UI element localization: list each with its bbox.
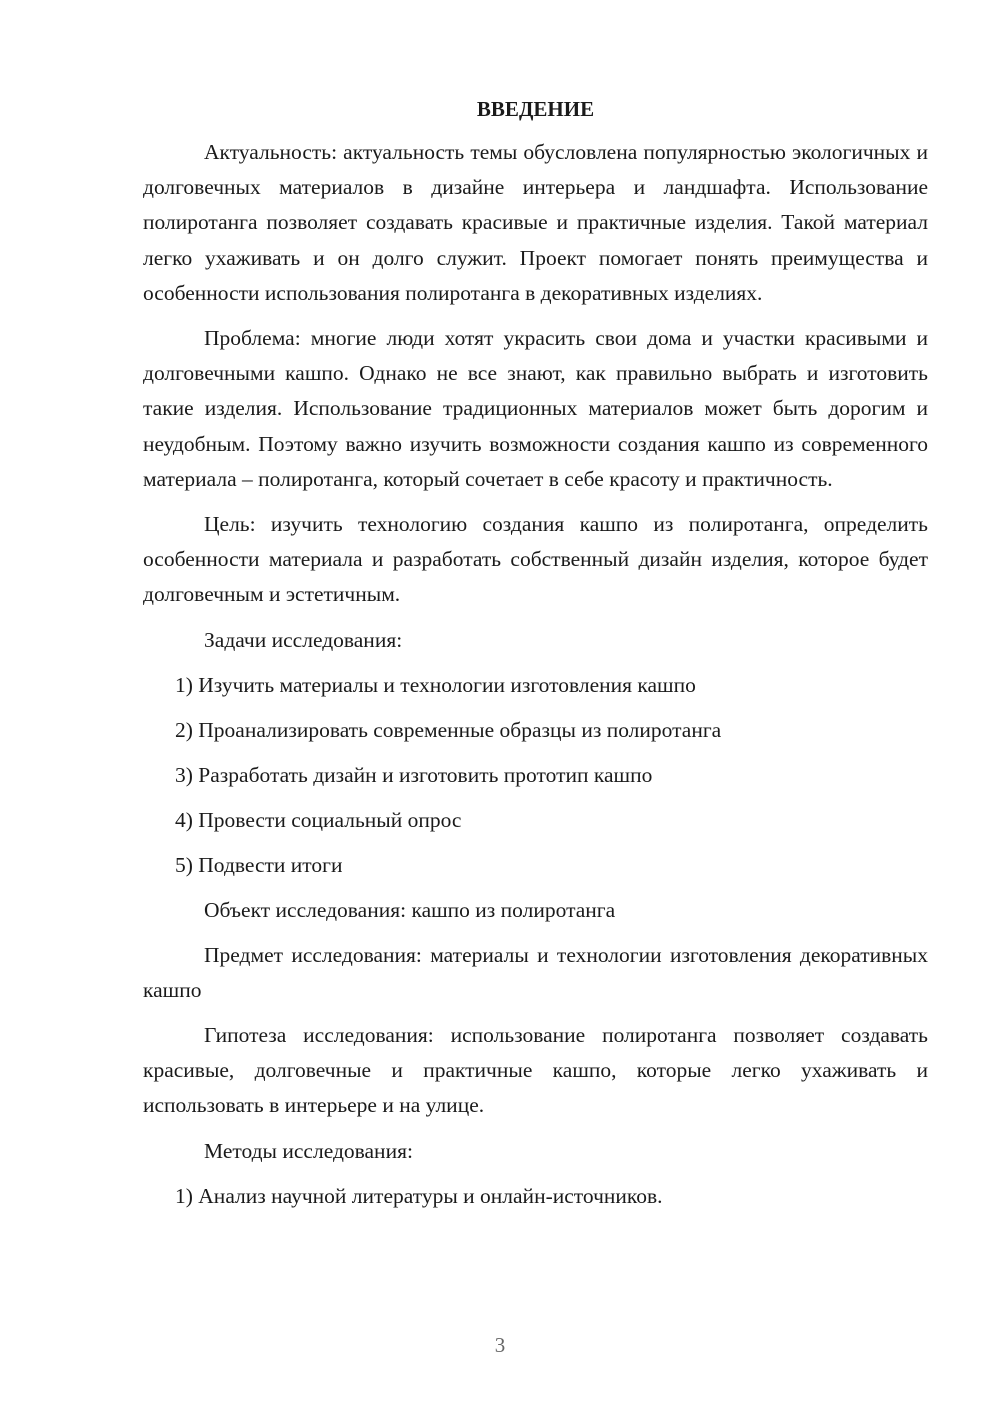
tasks-heading: Задачи исследования: — [204, 627, 403, 652]
list-item: 2) Проанализировать современные образцы из полиротанга — [175, 717, 722, 742]
document-page — [143, 92, 928, 1224]
list-item: 3) Разработать дизайн и изготовить прототип кашпо — [175, 762, 653, 787]
list-item: 4) Провести социальный опрос — [175, 807, 462, 832]
list-item: 1) Анализ научной литературы и онлайн-источников. — [175, 1183, 663, 1208]
paragraph-goal: Цель: изучить технологию создания кашпо из полиротанга, определить особенности материала и разработать собственный дизайн изделия, которое будет долговечным и эстетичным. — [143, 512, 928, 607]
methods-heading: Методы исследования: — [204, 1138, 413, 1163]
tasks-list — [143, 668, 928, 883]
page-number: 3 — [494, 1333, 506, 1357]
list-item: 5) Подвести итоги — [175, 852, 343, 877]
paragraph-subject: Предмет исследования: материалы и технологии изготовления декоративных кашпо — [143, 942, 928, 1002]
section-title: ВВЕДЕНИЕ — [476, 97, 595, 121]
paragraph-problem: Проблема: многие люди хотят украсить свои дома и участки красивыми и долговечными кашпо. Однако не все знают, как правильно выбрать и изготовить такие изделия. Использование традиционных материалов может быть дорогим и неудобным. Поэтому важно изучить возможности создания кашпо из современного материала – полиротанга, который сочетает в себе красоту и практичность. — [143, 326, 928, 491]
paragraph-object: Объект исследования: кашпо из полиротанга — [204, 897, 616, 922]
list-item: 1) Изучить материалы и технологии изготовления кашпо — [175, 672, 696, 697]
paragraph-relevance: Актуальность: актуальность темы обусловлена популярностью экологичных и долговечных материалов в дизайне интерьера и ландшафта. Использование полиротанга позволяет создавать красивые и практичные изделия. Такой материал легко ухаживать и он долго служит. Проект помогает понять преимущества и особенности использования полиротанга в декоративных изделиях. — [143, 140, 928, 305]
paragraph-hypothesis: Гипотеза исследования: использование полиротанга позволяет создавать красивые, долговечные и практичные кашпо, которые легко ухаживать и использовать в интерьере и на улице. — [143, 1023, 928, 1118]
methods-list — [143, 1179, 928, 1214]
